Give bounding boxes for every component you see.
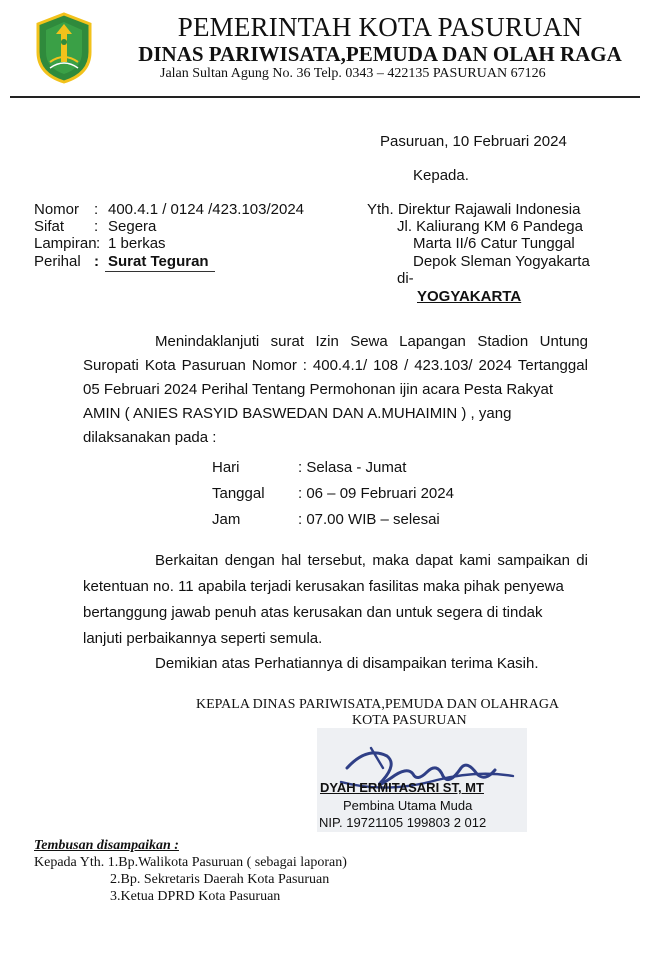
schedule-label-jam: Jam [212, 511, 241, 528]
signatory-nip: NIP. 19721105 199803 2 012 [319, 815, 487, 830]
body-p2-line: lanjuti perbaikannya seperti semula. [83, 630, 323, 647]
body-paragraph-2 [83, 548, 588, 652]
recipient-line-4: Depok Sleman Yogyakarta [413, 253, 590, 270]
body-p1-line: 05 Februari 2024 Perihal Tentang Permohonan ijin acara Pesta Rakyat [83, 381, 554, 398]
body-p2-line: ketentuan no. 11 apabila terjadi kerusakan fasilitas maka pihak penyewa [83, 578, 564, 595]
schedule-value-tanggal: : 06 – 09 Februari 2024 [298, 485, 454, 502]
recipient-line-3: Marta II/6 Catur Tunggal [413, 235, 575, 252]
meta-value-lampiran: 1 berkas [108, 235, 166, 252]
body-p1-line: Menindaklanjuti surat Izin Sewa Lapangan Stadion Untung [155, 333, 588, 350]
closing-sentence: Demikian atas Perhatiannya di disampaikan terima Kasih. [155, 655, 539, 672]
schedule-value-jam: : 07.00 WIB – selesai [298, 511, 440, 528]
cc-heading: Tembusan disampaikan : [34, 838, 179, 853]
cc-item-1: Kepada Yth. 1.Bp.Walikota Pasuruan ( sebagai laporan) [34, 855, 347, 870]
meta-value-sifat: Segera [108, 218, 157, 235]
body-p2-line: Berkaitan dengan hal tersebut, maka dapat kami sampaikan di [155, 552, 588, 569]
meta-sep-lampiran: : [96, 235, 101, 252]
schedule-value-hari: : Selasa - Jumat [298, 459, 407, 476]
recipient-di: di- [397, 270, 414, 287]
meta-sep-sifat: : [94, 218, 99, 235]
signatory-office-line-2: KOTA PASURUAN [352, 713, 467, 728]
date-line: Pasuruan, 10 Februari 2024 [380, 133, 567, 150]
letterhead-title: PEMERINTAH KOTA PASURUAN [177, 12, 583, 42]
recipient-line-2: Jl. Kaliurang KM 6 Pandega [397, 218, 583, 235]
letterhead-subtitle: DINAS PARIWISATA,PEMUDA DAN OLAH RAGA [138, 42, 622, 66]
signatory-rank: Pembina Utama Muda [343, 798, 473, 813]
signatory-name: DYAH ERMITASARI ST, MT [320, 780, 484, 795]
kepada-label: Kepada. [413, 167, 469, 184]
meta-label-nomor: Nomor [34, 201, 80, 218]
schedule-label-hari: Hari [212, 459, 240, 476]
meta-value-nomor: 400.4.1 / 0124 /423.103/2024 [108, 201, 305, 218]
recipient-line-1: Yth. Direktur Rajawali Indonesia [367, 201, 581, 218]
meta-label-sifat: Sifat [34, 218, 65, 235]
body-p2-line: bertanggung jawab penuh atas kerusakan dan untuk segera di tindak [83, 604, 543, 621]
city-emblem-logo [34, 12, 94, 84]
cc-item-3: 3.Ketua DPRD Kota Pasuruan [110, 889, 281, 904]
perihal-underline [105, 271, 215, 272]
meta-sep-perihal: : [94, 253, 99, 270]
body-p1-line: AMIN ( ANIES RASYID BASWEDAN DAN A.MUHAIMIN ) , yang [83, 405, 512, 422]
letterhead-address: Jalan Sultan Agung No. 36 Telp. 0343 – 422135 PASURUAN 67126 [160, 66, 546, 81]
meta-label-perihal: Perihal [34, 253, 81, 270]
cc-item-2: 2.Bp. Sekretaris Daerah Kota Pasuruan [110, 872, 330, 887]
signatory-office-line-1: KEPALA DINAS PARIWISATA,PEMUDA DAN OLAHRAGA [196, 697, 560, 712]
meta-sep-nomor: : [94, 201, 99, 218]
body-paragraph-1 [83, 330, 588, 450]
body-p1-line: Suropati Kota Pasuruan Nomor : 400.4.1/ 108 / 423.103/ 2024 Tertanggal [83, 357, 588, 374]
body-p1-line: dilaksanakan pada : [83, 429, 217, 446]
letterhead-divider [10, 96, 640, 98]
meta-label-lampiran: Lampiran [34, 235, 97, 252]
schedule-label-tanggal: Tanggal [212, 485, 265, 502]
meta-value-perihal: Surat Teguran [108, 253, 209, 270]
recipient-city: YOGYAKARTA [417, 288, 522, 305]
